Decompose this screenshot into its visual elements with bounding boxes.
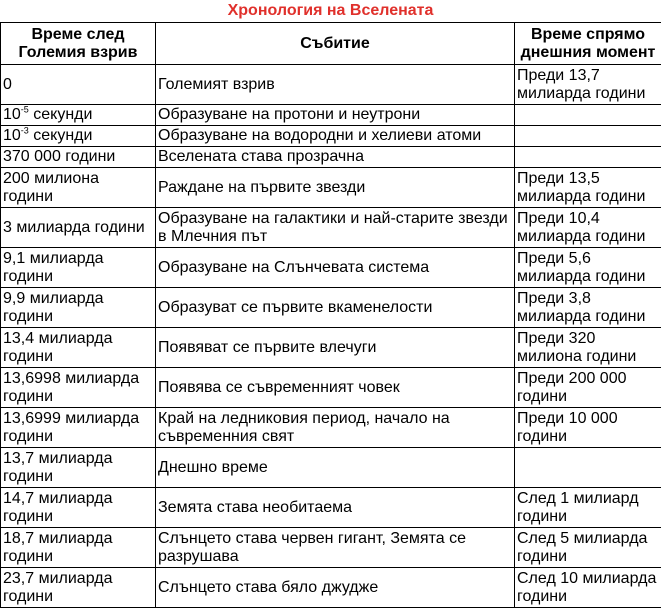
time-exponent: -5 <box>21 105 29 115</box>
cell-relative <box>515 105 661 126</box>
cell-time: 14,7 милиарда години <box>1 488 156 528</box>
cell-event: Образуване на протони и неутрони <box>156 105 515 126</box>
cell-event: Образуване на галактики и най-старите звезди в Млечния път <box>156 208 515 248</box>
cell-event: Земята става необитаема <box>156 488 515 528</box>
time-exponent: -3 <box>21 126 29 136</box>
cell-event: Образуване на Слънчевата система <box>156 248 515 288</box>
header-time-after-big-bang: Време след Големия взрив <box>1 23 156 65</box>
cell-time: 13,6999 милиарда години <box>1 408 156 448</box>
cell-time: 9,9 милиарда години <box>1 288 156 328</box>
cell-event: Образуване на водородни и хелиеви атоми <box>156 126 515 147</box>
cell-time <box>1 126 156 147</box>
cell-event: Появяват се първите влечуги <box>156 328 515 368</box>
cell-time <box>1 105 156 126</box>
time-unit: секунди <box>29 127 93 144</box>
table-row <box>1 568 661 608</box>
table-row <box>1 126 661 147</box>
cell-time: 0 <box>1 65 156 105</box>
table-row <box>1 105 661 126</box>
cell-time: 13,4 милиарда години <box>1 328 156 368</box>
cell-relative: След 10 милиарда години <box>515 568 661 608</box>
header-time-relative-now: Време спрямо днешния момент <box>515 23 661 65</box>
cell-event: Големият взрив <box>156 65 515 105</box>
cell-time: 13,7 милиарда години <box>1 448 156 488</box>
table-row <box>1 408 661 448</box>
cell-time: 13,6998 милиарда години <box>1 368 156 408</box>
header-event: Събитие <box>156 23 515 65</box>
table-row <box>1 368 661 408</box>
cell-relative: Преди 13,5 милиарда години <box>515 168 661 208</box>
cell-event: Появява се съвременният човек <box>156 368 515 408</box>
table-row <box>1 288 661 328</box>
cell-event: Раждане на първите звезди <box>156 168 515 208</box>
table-row <box>1 65 661 105</box>
cell-event: Слънцето става червен гигант, Земята се разрушава <box>156 528 515 568</box>
table-row <box>1 328 661 368</box>
table-row <box>1 208 661 248</box>
table-row <box>1 147 661 168</box>
cell-relative: След 5 милиарда години <box>515 528 661 568</box>
cell-relative: Преди 3,8 милиарда години <box>515 288 661 328</box>
cell-relative <box>515 147 661 168</box>
universe-timeline-table <box>0 22 661 608</box>
cell-relative <box>515 448 661 488</box>
cell-relative: Преди 10,4 милиарда години <box>515 208 661 248</box>
table-row <box>1 168 661 208</box>
cell-relative: След 1 милиард години <box>515 488 661 528</box>
cell-relative <box>515 126 661 147</box>
cell-event: Слънцето става бяло джудже <box>156 568 515 608</box>
time-base: 10 <box>3 106 21 123</box>
header-row <box>1 23 661 65</box>
cell-time: 9,1 милиарда години <box>1 248 156 288</box>
table-title: Хронология на Вселената <box>0 0 661 22</box>
cell-event: Вселената става прозрачна <box>156 147 515 168</box>
table-row <box>1 528 661 568</box>
cell-event: Днешно време <box>156 448 515 488</box>
cell-relative: Преди 200 000 години <box>515 368 661 408</box>
table-row <box>1 448 661 488</box>
cell-time: 370 000 години <box>1 147 156 168</box>
time-unit: секунди <box>29 106 93 123</box>
table-row <box>1 488 661 528</box>
cell-event: Край на ледниковия период, начало на съвременния свят <box>156 408 515 448</box>
cell-relative: Преди 13,7 милиарда години <box>515 65 661 105</box>
cell-relative: Преди 5,6 милиарда години <box>515 248 661 288</box>
time-base: 10 <box>3 127 21 144</box>
cell-relative: Преди 10 000 години <box>515 408 661 448</box>
cell-time: 3 милиарда години <box>1 208 156 248</box>
cell-event: Образуват се първите вкаменелости <box>156 288 515 328</box>
cell-time: 18,7 милиарда години <box>1 528 156 568</box>
cell-time: 200 милиона години <box>1 168 156 208</box>
cell-relative: Преди 320 милиона години <box>515 328 661 368</box>
table-row <box>1 248 661 288</box>
cell-time: 23,7 милиарда години <box>1 568 156 608</box>
